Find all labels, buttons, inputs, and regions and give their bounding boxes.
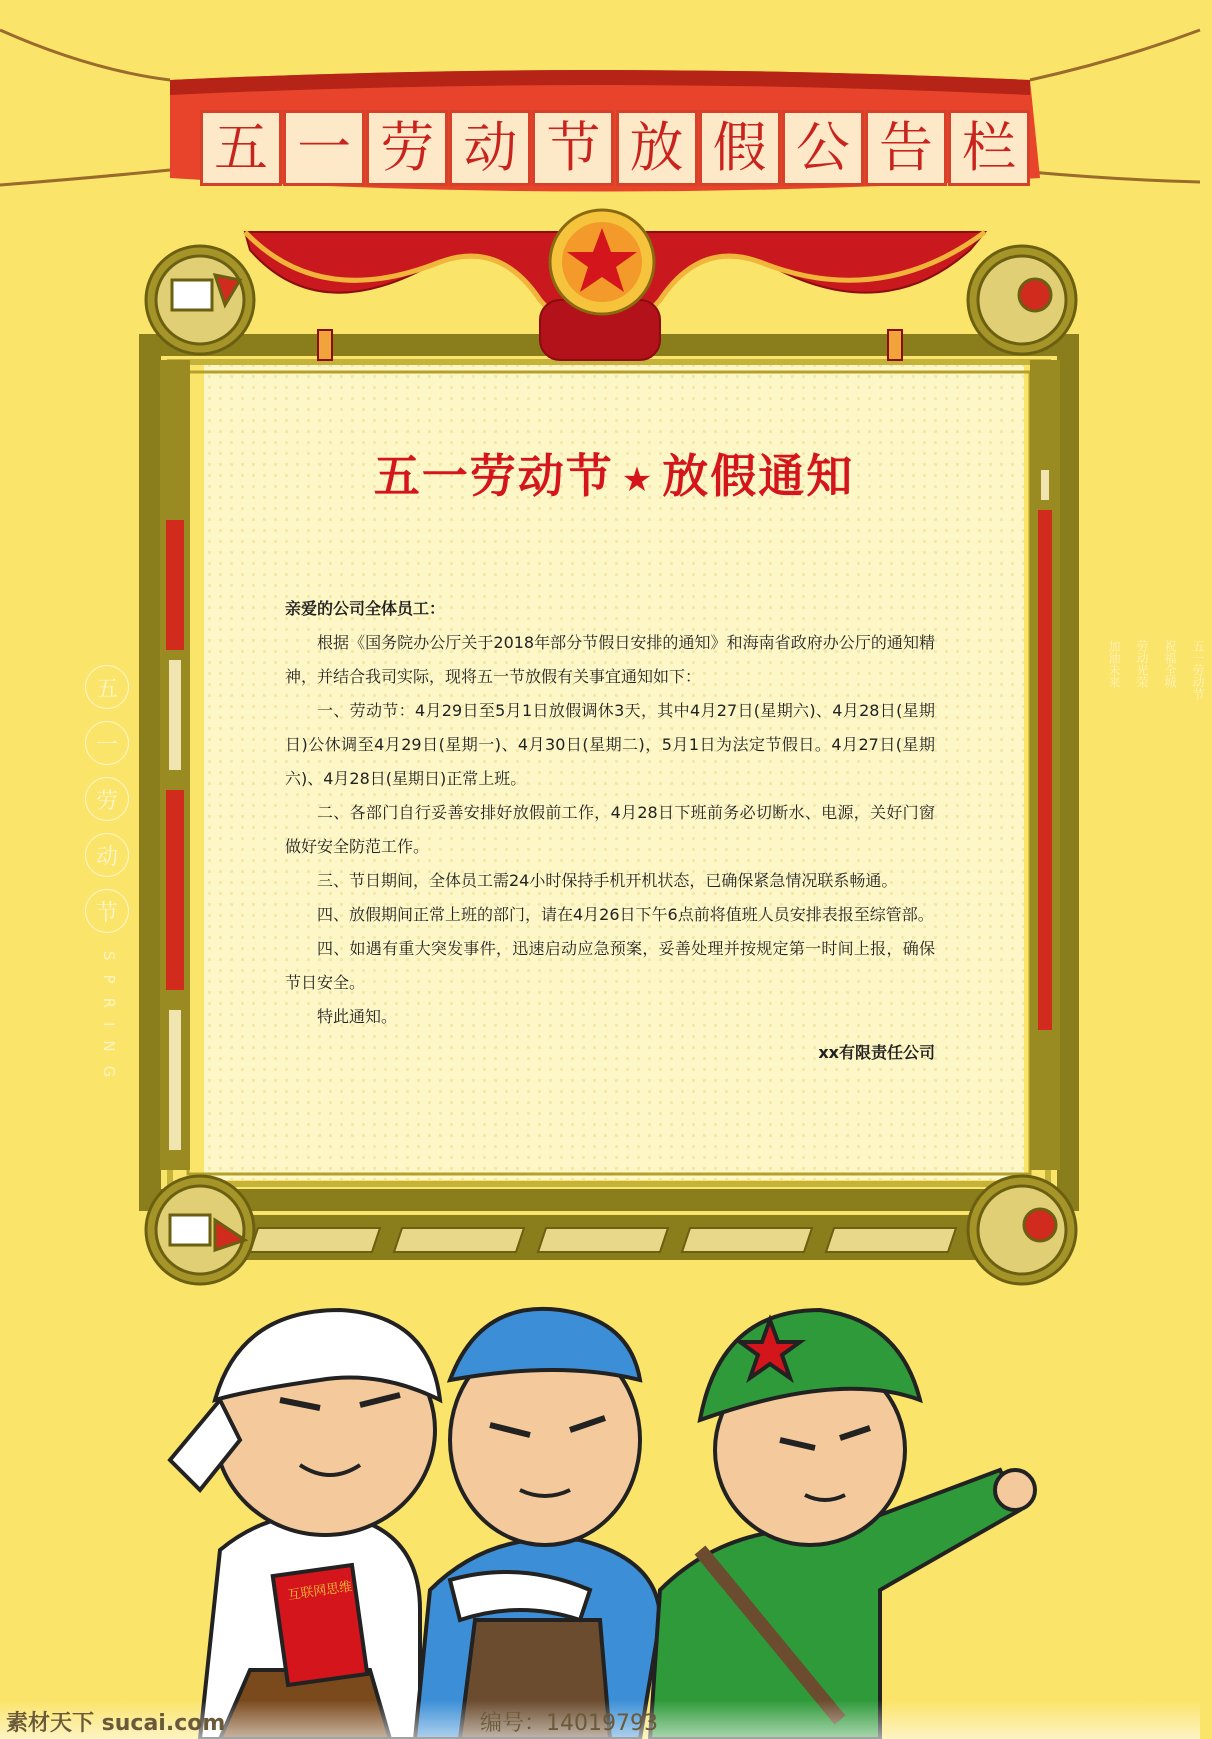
- banner-char: 假: [699, 110, 781, 186]
- side-char: 劳: [85, 777, 129, 821]
- paragraph: 四、放假期间正常上班的部门，请在4月26日下午6点前将值班人员安排表报至综管部。: [317, 905, 934, 924]
- paragraph: 特此通知。: [317, 1007, 398, 1026]
- banner-char: 一: [283, 110, 365, 186]
- side-char: 五: [85, 665, 129, 709]
- cartoon-workers: [160, 1290, 1140, 1739]
- worker-farmer: [170, 1310, 440, 1739]
- side-char: 动: [85, 833, 129, 877]
- watermark-id: 编号：14019793: [480, 1711, 658, 1736]
- banner-char: 劳: [366, 110, 448, 186]
- star-emblem-icon: [550, 210, 654, 314]
- paragraph: 三、节日期间，全体员工需24小时保持手机开机状态，已确保紧急情况联系畅通。: [317, 871, 898, 890]
- notice-title: [204, 440, 1024, 506]
- company-signature: xx有限责任公司: [818, 1043, 935, 1062]
- star-icon: ★: [621, 459, 655, 500]
- title-part-1: 五一劳动节: [373, 449, 614, 503]
- watermark-strip: [0, 1700, 1200, 1739]
- side-char: 节: [85, 889, 129, 933]
- banner-char: 节: [532, 110, 614, 186]
- watermark-site: 素材天下 sucai.com: [6, 1711, 226, 1736]
- paragraph: 根据《国务院办公厅关于2018年部分节假日安排的通知》和海南省政府办公厅的通知精神，并结合我司实际，现将五一节放假有关事宜通知如下：: [285, 633, 935, 686]
- side-word: SPRING: [100, 951, 118, 1092]
- banner-char: 告: [865, 110, 947, 186]
- banner-char: 动: [449, 110, 531, 186]
- banner-char: 放: [616, 110, 698, 186]
- paragraph: 二、各部门自行妥善安排好放假前工作，4月28日下班前务必切断水、电源，关好门窗做好安全防范工作。: [285, 803, 935, 856]
- paragraph: 四、如遇有重大突发事件，迅速启动应急预案，妥善处理并按规定第一时间上报，确保节日安全。: [285, 939, 935, 992]
- side-char: 一: [85, 721, 129, 765]
- worker-labourer: [415, 1309, 660, 1739]
- side-line: 五一劳动节: [1191, 640, 1205, 700]
- book-label: 互联网思维: [286, 1579, 354, 1604]
- banner-char: 公: [782, 110, 864, 186]
- side-line: 加油未来: [1107, 640, 1121, 688]
- side-left-deco: [83, 665, 131, 1091]
- worker-soldier: [650, 1310, 1035, 1739]
- side-right-deco: [1100, 640, 1212, 1200]
- side-line: 劳动光荣: [1135, 640, 1149, 688]
- side-line: 祝福全城: [1163, 640, 1177, 688]
- banner-char: 栏: [948, 110, 1030, 186]
- paragraph: 一、劳动节：4月29日至5月1日放假调休3天，其中4月27日(星期六)、4月28日(星期日)公休调至4月29日(星期一)、4月30日(星期二)，5月1日为法定节假日。4月27日(星期六)、4月28日(星期日)正常上班。: [285, 701, 935, 788]
- title-part-2: 放假通知: [662, 449, 855, 503]
- banner-char: 五: [200, 110, 282, 186]
- notice-body: [285, 592, 935, 1070]
- greeting: 亲爱的公司全体员工：: [285, 599, 446, 618]
